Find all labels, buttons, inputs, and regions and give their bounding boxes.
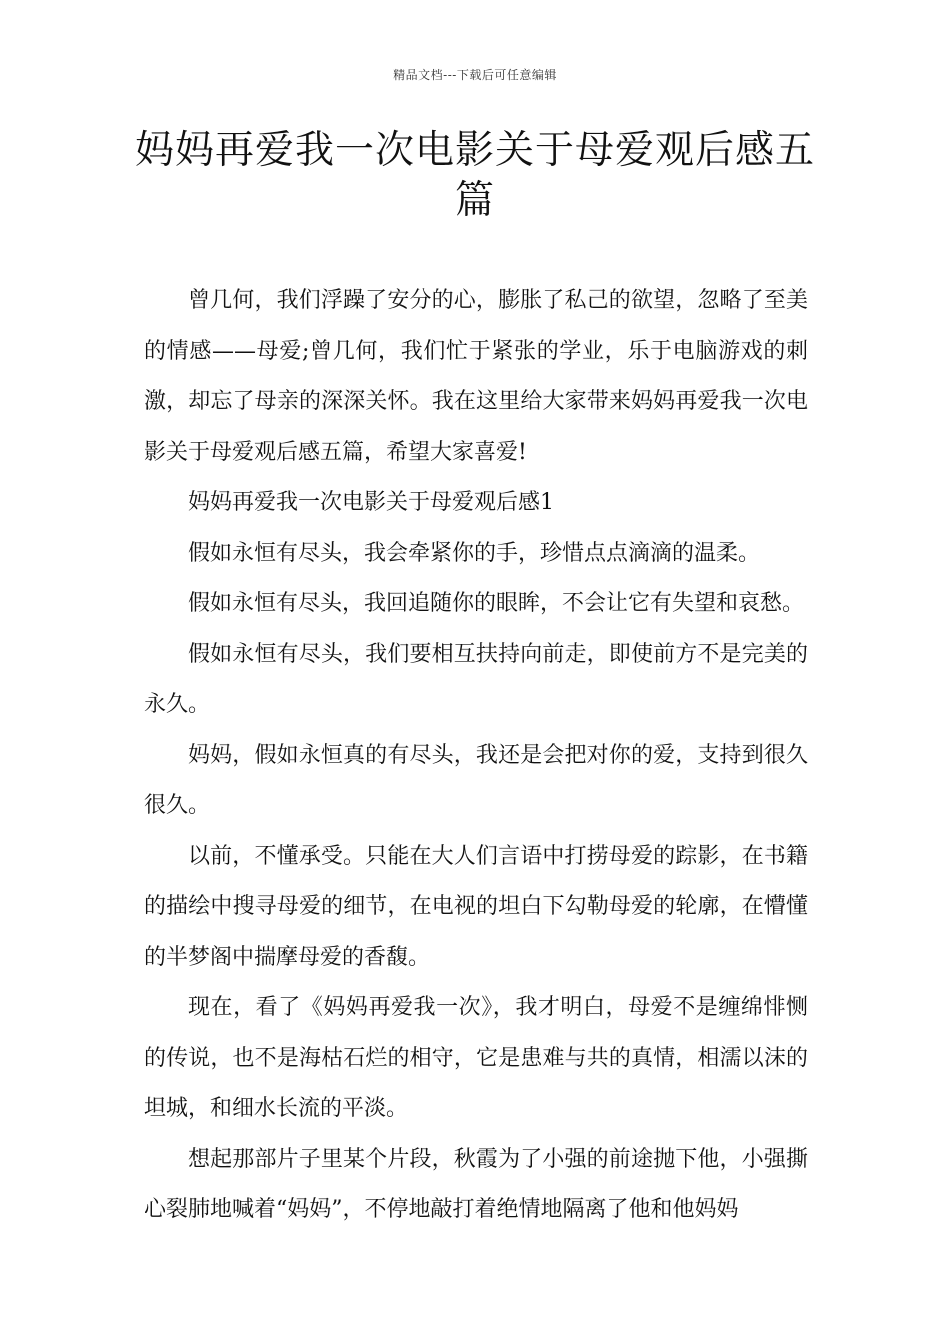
document-body <box>144 276 808 1236</box>
section-heading-1: 妈妈再爱我一次电影关于母爱观后感1 <box>188 490 554 515</box>
paragraph: 妈妈，假如永恒真的有尽头，我还是会把对你的爱，支持到很久很久。 <box>144 742 808 818</box>
header-note: 精品文档---下载后可任意编辑 <box>393 68 557 82</box>
paragraph: 假如永恒有尽头，我回追随你的眼眸，不会让它有失望和哀愁。 <box>188 591 805 616</box>
paragraph-intro: 曾几何，我们浮躁了安分的心，膨胀了私己的欲望，忽略了至美的情感——母爱;曾几何，我们忙于紧张的学业，乐于电脑游戏的刺激，却忘了母亲的深深关怀。我在这里给大家带来妈妈再爱我一次电影关于母爱观后感五篇，希望大家喜爱! <box>144 288 808 465</box>
paragraph: 假如永恒有尽头，我会牵紧你的手，珍惜点点滴滴的温柔。 <box>188 540 761 566</box>
paragraph: 以前，不懂承受。只能在大人们言语中打捞母爱的踪影，在书籍的描绘中搜寻母爱的细节，在电视的坦白下勾勒母爱的轮廓，在懵懂的半梦阁中揣摩母爱的香馥。 <box>144 843 808 970</box>
paragraph: 假如永恒有尽头，我们要相互扶持向前走，即使前方不是完美的永久。 <box>144 641 808 717</box>
paragraph: 现在，看了《妈妈再爱我一次》，我才明白，母爱不是缠绵悱恻的传说，也不是海枯石烂的相守，它是患难与共的真情，相濡以沫的坦城，和细水长流的平淡。 <box>144 995 808 1121</box>
paragraph: 想起那部片子里某个片段，秋霞为了小强的前途抛下他，小强撕心裂肺地喊着“妈妈”，不停地敲打着绝情地隔离了他和他妈妈 <box>144 1146 808 1222</box>
document-title: 妈妈再爱我一次电影关于母爱观后感五篇 <box>134 128 815 223</box>
